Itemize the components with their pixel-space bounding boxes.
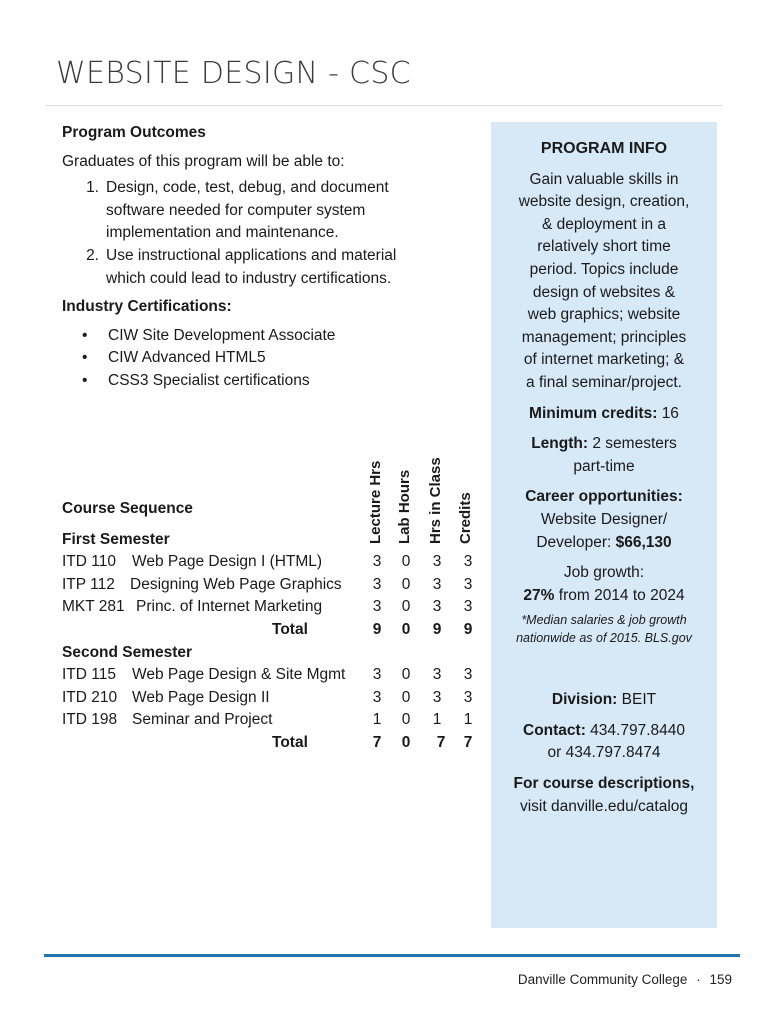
career-line: Website Designer/ — [540, 510, 668, 528]
outcome-line: implementation and maintenance. — [106, 224, 339, 242]
credits: 3 — [463, 688, 473, 706]
cert-label: CIW Advanced HTML5 — [108, 349, 266, 367]
lab-hours: 0 — [401, 553, 411, 571]
certifications-list — [62, 325, 482, 393]
credits: 3 — [463, 575, 473, 593]
description-line: design of websites & — [532, 283, 676, 301]
description-line: website design, creation, — [518, 193, 690, 211]
credits: 1 — [463, 711, 473, 729]
program-description — [501, 169, 707, 395]
hrs-in-class: 3 — [432, 688, 442, 706]
career-label: Career opportunities: — [525, 488, 683, 506]
description-line: & deployment in a — [541, 215, 667, 233]
page-title: WEBSITE DESIGN - CSC — [56, 56, 411, 91]
total-label: Total — [272, 733, 308, 751]
footer-college: Danville Community College — [517, 972, 688, 987]
table-row — [62, 596, 482, 619]
course-name: Web Page Design & Site Mgmt — [132, 666, 346, 684]
table-row — [62, 551, 482, 574]
lab-hours: 0 — [401, 666, 411, 684]
course-name: Princ. of Internet Marketing — [136, 598, 323, 616]
lab-hours: 0 — [401, 711, 411, 729]
program-length — [501, 433, 707, 478]
hrs-in-class: 3 — [432, 575, 442, 593]
lecture-hrs: 3 — [372, 575, 382, 593]
total-row — [62, 732, 482, 755]
note-line: *Median salaries & job growth — [521, 613, 687, 628]
total-lecture-hrs: 7 — [372, 733, 382, 751]
total-lab-hours: 0 — [401, 733, 411, 751]
job-growth-range: from 2014 to 2024 — [558, 586, 685, 604]
bullet-icon: • — [82, 326, 88, 344]
hrs-in-class: 3 — [432, 553, 442, 571]
description-line: a final seminar/project. — [526, 373, 682, 391]
main-column — [62, 122, 482, 393]
total-credits: 9 — [463, 620, 473, 638]
description-line: period. Topics include — [529, 260, 679, 278]
table-row — [62, 574, 482, 597]
cert-label: CIW Site Development Associate — [108, 326, 336, 344]
length-value: 2 semesters — [592, 435, 677, 453]
description-line: of internet marketing; & — [523, 351, 685, 369]
column-header-label: Lab Hours — [396, 469, 413, 544]
bullet-icon: • — [82, 349, 88, 367]
list-item — [62, 325, 482, 348]
career-salary: $66,130 — [615, 533, 672, 551]
credits: 3 — [463, 598, 473, 616]
contact — [501, 720, 707, 765]
total-hrs-in-class: 7 — [436, 733, 446, 751]
footer-separator: · — [696, 972, 701, 987]
column-header-label: Credits — [457, 492, 474, 544]
course-sequence-heading: Course Sequence — [62, 500, 193, 517]
footer-divider — [44, 954, 740, 957]
course-code: ITD 210 — [62, 688, 118, 706]
outcome-number: 2. — [86, 246, 99, 264]
credits: 3 — [463, 666, 473, 684]
job-growth-percent: 27% — [523, 586, 555, 604]
list-item — [62, 370, 482, 393]
note-line: nationwide as of 2015. BLS.gov — [516, 631, 692, 646]
course-descriptions — [501, 773, 707, 818]
hrs-in-class: 3 — [432, 598, 442, 616]
credits: 3 — [463, 553, 473, 571]
course-name: Web Page Design I (HTML) — [132, 553, 323, 571]
job-growth — [501, 562, 707, 607]
cert-label: CSS3 Specialist certifications — [108, 371, 310, 389]
outcome-line: software needed for computer system — [106, 201, 366, 219]
career-opportunities — [501, 486, 707, 554]
total-row — [62, 619, 482, 642]
page-number: 159 — [709, 972, 732, 987]
outcome-text — [106, 177, 482, 245]
contact-label: Contact: — [523, 721, 586, 739]
program-info-sidebar — [491, 122, 717, 928]
lecture-hrs: 1 — [372, 711, 382, 729]
course-name: Web Page Design II — [132, 688, 270, 706]
description-line: Gain valuable skills in — [529, 170, 679, 188]
description-line: management; principles — [521, 328, 687, 346]
lab-hours: 0 — [401, 688, 411, 706]
course-name: Seminar and Project — [132, 711, 273, 729]
min-credits-label: Minimum credits: — [529, 404, 658, 422]
course-name: Designing Web Page Graphics — [130, 575, 342, 593]
lecture-hrs: 3 — [372, 688, 382, 706]
description-line: web graphics; website — [527, 306, 681, 324]
outcome-line: Design, code, test, debug, and document — [106, 179, 389, 197]
course-code: ITD 115 — [62, 666, 116, 684]
column-header-label: Lecture Hrs — [367, 460, 384, 544]
outcomes-heading: Program Outcomes — [62, 124, 206, 141]
semester-heading: First Semester — [62, 530, 170, 548]
table-row — [62, 709, 482, 732]
outcome-text — [106, 245, 482, 290]
minimum-credits — [501, 403, 707, 426]
lecture-hrs: 3 — [372, 598, 382, 616]
outcome-line: Use instructional applications and material — [106, 246, 397, 264]
total-lecture-hrs: 9 — [372, 620, 382, 638]
contact-phone-alt: or 434.797.8474 — [547, 744, 661, 762]
outcome-line: which could lead to industry certifications. — [106, 269, 392, 287]
course-table — [62, 498, 482, 755]
total-lab-hours: 0 — [401, 620, 411, 638]
description-line: relatively short time — [537, 238, 671, 256]
course-code: MKT 281 — [62, 598, 125, 616]
course-code: ITD 198 — [62, 711, 118, 729]
bullet-icon: • — [82, 371, 88, 389]
course-code: ITD 110 — [62, 553, 116, 571]
length-value-2: part-time — [573, 457, 635, 475]
title-divider — [46, 105, 722, 106]
semester-heading: Second Semester — [62, 643, 193, 661]
page-footer — [518, 972, 732, 987]
outcome-item — [62, 245, 482, 290]
min-credits-value: 16 — [661, 404, 679, 422]
certifications-heading: Industry Certifications: — [62, 298, 232, 316]
program-info-heading: PROGRAM INFO — [540, 140, 668, 157]
lab-hours: 0 — [401, 575, 411, 593]
job-growth-label: Job growth: — [563, 564, 645, 582]
lecture-hrs: 3 — [372, 666, 382, 684]
division — [501, 689, 707, 712]
course-desc-link: visit danville.edu/catalog — [519, 797, 689, 815]
list-item — [62, 347, 482, 370]
table-row — [62, 664, 482, 687]
hrs-in-class: 1 — [432, 711, 442, 729]
division-label: Division: — [551, 691, 618, 709]
lecture-hrs: 3 — [372, 553, 382, 571]
career-line: Developer: — [536, 533, 612, 551]
table-row — [62, 687, 482, 710]
course-code: ITP 112 — [62, 575, 115, 593]
outcome-number: 1. — [86, 179, 99, 197]
length-label: Length: — [531, 435, 589, 453]
hrs-in-class: 3 — [432, 666, 442, 684]
total-credits: 7 — [463, 733, 473, 751]
total-hrs-in-class: 9 — [432, 620, 442, 638]
lab-hours: 0 — [401, 598, 411, 616]
outcomes-intro: Graduates of this program will be able to: — [62, 152, 345, 170]
salary-note — [501, 611, 707, 647]
outcome-item — [62, 177, 482, 245]
contact-phone: 434.797.8440 — [590, 721, 685, 739]
column-header-label: Hrs in Class — [427, 457, 444, 544]
course-desc-label: For course descriptions, — [513, 775, 695, 793]
outcomes-list — [62, 177, 482, 290]
total-label: Total — [272, 620, 308, 638]
division-value: BEIT — [621, 691, 657, 709]
